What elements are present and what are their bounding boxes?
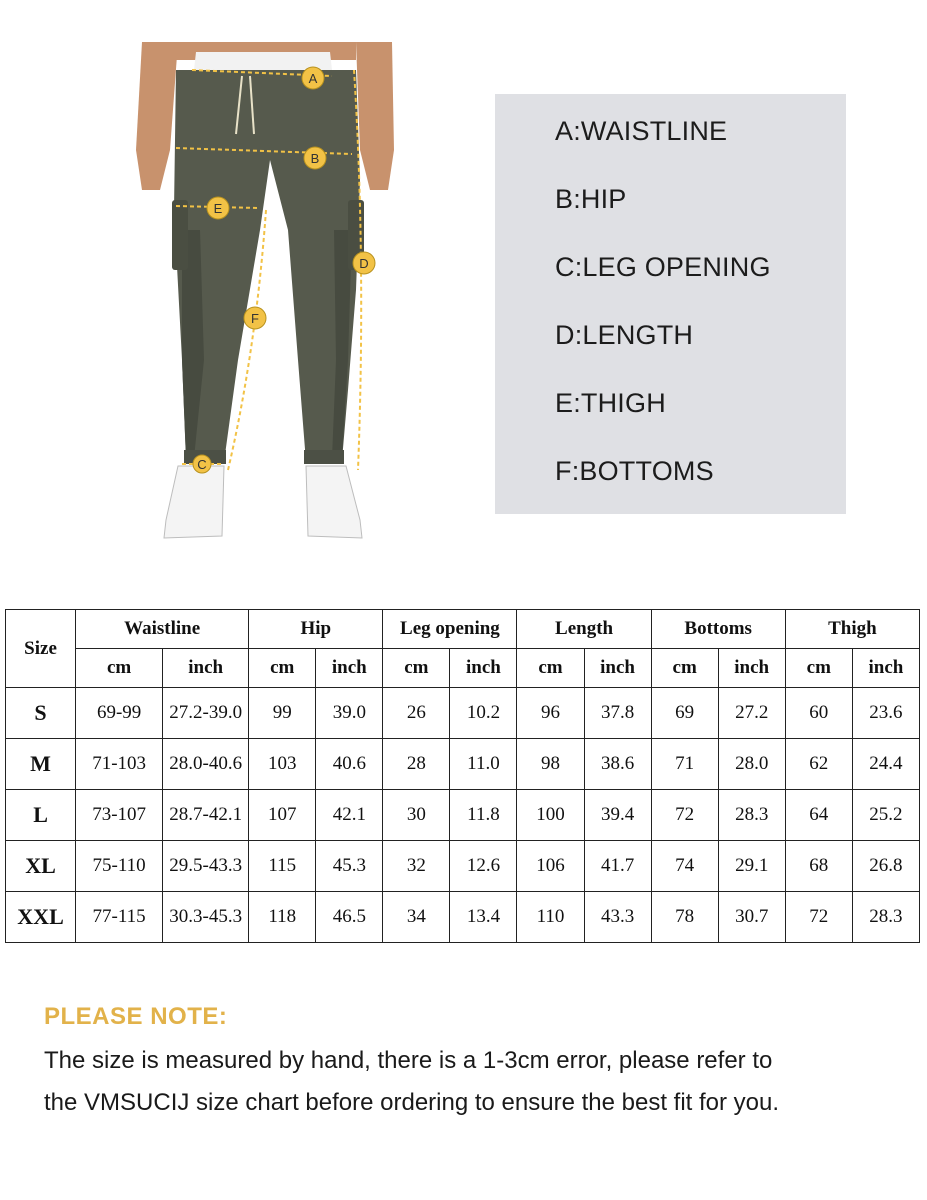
table-cell: 32 — [383, 841, 450, 892]
table-cell: 29.1 — [718, 841, 785, 892]
table-cell: 99 — [249, 688, 316, 739]
table-cell: 10.2 — [450, 688, 517, 739]
table-cell: 77-115 — [76, 892, 163, 943]
left-shoe — [164, 466, 224, 538]
table-cell: 11.0 — [450, 739, 517, 790]
size-label: L — [6, 790, 76, 841]
table-cell: 30 — [383, 790, 450, 841]
svg-text:C: C — [197, 457, 207, 472]
table-cell: 28.7-42.1 — [163, 790, 249, 841]
table-cell: 98 — [517, 739, 584, 790]
table-cell: 28.0 — [718, 739, 785, 790]
legend-item-bottoms: F:BOTTOMS — [555, 456, 714, 486]
right-cuff — [304, 450, 344, 464]
table-cell: 39.0 — [316, 688, 383, 739]
marker-c — [193, 455, 211, 473]
table-cell: 106 — [517, 841, 584, 892]
table-cell: 78 — [651, 892, 718, 943]
note-line: the VMSUCIJ size chart before ordering to ensure the best fit for you. — [44, 1089, 780, 1116]
table-cell: 38.6 — [584, 739, 651, 790]
table-cell: 23.6 — [852, 688, 919, 739]
legend-item-thigh: E:THIGH — [555, 388, 666, 418]
size-label: S — [6, 688, 76, 739]
svg-text:B: B — [310, 151, 320, 166]
table-cell: 26 — [383, 688, 450, 739]
table-cell: 39.4 — [584, 790, 651, 841]
table-cell: 24.4 — [852, 739, 919, 790]
svg-text:D: D — [359, 256, 369, 271]
unit-header: inch — [584, 649, 651, 688]
marker-a — [302, 67, 324, 89]
measurement-legend — [495, 94, 846, 514]
table-cell: 96 — [517, 688, 584, 739]
group-header-leg-opening: Leg opening — [383, 610, 517, 649]
table-cell: 69 — [651, 688, 718, 739]
table-cell: 74 — [651, 841, 718, 892]
table-cell: 73-107 — [76, 790, 163, 841]
table-cell: 60 — [785, 688, 852, 739]
unit-header: cm — [249, 649, 316, 688]
table-cell: 64 — [785, 790, 852, 841]
svg-text:E: E — [213, 201, 223, 216]
group-header-length: Length — [517, 610, 651, 649]
table-cell: 115 — [249, 841, 316, 892]
svg-text:A: A — [308, 71, 318, 86]
unit-header: cm — [651, 649, 718, 688]
table-cell: 25.2 — [852, 790, 919, 841]
group-header-waistline: Waistline — [76, 610, 249, 649]
legend-item-waistline: A:WAISTLINE — [555, 116, 728, 146]
svg-text:F: F — [251, 311, 259, 326]
table-cell: 43.3 — [584, 892, 651, 943]
table-cell: 71 — [651, 739, 718, 790]
unit-header: cm — [76, 649, 163, 688]
table-cell: 107 — [249, 790, 316, 841]
table-cell: 118 — [249, 892, 316, 943]
right-arm — [356, 42, 394, 190]
table-row — [6, 688, 920, 739]
unit-header: cm — [517, 649, 584, 688]
table-cell: 68 — [785, 841, 852, 892]
size-chart-table — [5, 609, 920, 943]
table-cell: 45.3 — [316, 841, 383, 892]
table-cell: 46.5 — [316, 892, 383, 943]
pants — [174, 70, 360, 462]
table-cell: 100 — [517, 790, 584, 841]
pants-figure — [120, 30, 420, 560]
table-cell: 42.1 — [316, 790, 383, 841]
table-row — [6, 790, 920, 841]
note-body — [44, 1040, 904, 1124]
unit-header: cm — [383, 649, 450, 688]
table-cell: 29.5-43.3 — [163, 841, 249, 892]
table-cell: 12.6 — [450, 841, 517, 892]
table-cell: 41.7 — [584, 841, 651, 892]
table-cell: 37.8 — [584, 688, 651, 739]
table-cell: 28.0-40.6 — [163, 739, 249, 790]
table-cell: 75-110 — [76, 841, 163, 892]
table-cell: 72 — [785, 892, 852, 943]
table-cell: 40.6 — [316, 739, 383, 790]
right-shoe — [306, 466, 362, 538]
left-cargo-pocket — [172, 200, 188, 270]
size-label: XXL — [6, 892, 76, 943]
table-cell: 13.4 — [450, 892, 517, 943]
table-cell: 30.7 — [718, 892, 785, 943]
table-cell: 72 — [651, 790, 718, 841]
unit-header: inch — [718, 649, 785, 688]
marker-e — [207, 197, 229, 219]
table-cell: 62 — [785, 739, 852, 790]
size-column-header: Size — [6, 610, 76, 688]
group-header-bottoms: Bottoms — [651, 610, 785, 649]
table-cell: 71-103 — [76, 739, 163, 790]
left-arm — [136, 42, 178, 190]
table-header-row — [6, 610, 920, 649]
table-row — [6, 739, 920, 790]
table-row — [6, 892, 920, 943]
table-cell: 28.3 — [718, 790, 785, 841]
table-row — [6, 841, 920, 892]
table-units-row — [6, 649, 920, 688]
table-cell: 26.8 — [852, 841, 919, 892]
legend-item-hip: B:HIP — [555, 184, 627, 214]
table-cell: 28.3 — [852, 892, 919, 943]
marker-d — [353, 252, 375, 274]
table-cell: 34 — [383, 892, 450, 943]
group-header-hip: Hip — [249, 610, 383, 649]
unit-header: inch — [163, 649, 249, 688]
unit-header: cm — [785, 649, 852, 688]
table-cell: 28 — [383, 739, 450, 790]
size-label: XL — [6, 841, 76, 892]
unit-header: inch — [852, 649, 919, 688]
table-cell: 27.2 — [718, 688, 785, 739]
unit-header: inch — [450, 649, 517, 688]
unit-header: inch — [316, 649, 383, 688]
size-label: M — [6, 739, 76, 790]
table-cell: 11.8 — [450, 790, 517, 841]
marker-b — [304, 147, 326, 169]
table-cell: 30.3-45.3 — [163, 892, 249, 943]
table-cell: 103 — [249, 739, 316, 790]
note-line: The size is measured by hand, there is a 1-3cm error, please refer to — [44, 1047, 773, 1074]
note-title: PLEASE NOTE: — [44, 1003, 228, 1030]
table-cell: 110 — [517, 892, 584, 943]
group-header-thigh: Thigh — [785, 610, 919, 649]
marker-f — [244, 307, 266, 329]
pants-illustration — [120, 30, 420, 560]
legend-item-leg-opening: C:LEG OPENING — [555, 252, 771, 282]
legend-item-length: D:LENGTH — [555, 320, 694, 350]
table-cell: 69-99 — [76, 688, 163, 739]
table-cell: 27.2-39.0 — [163, 688, 249, 739]
